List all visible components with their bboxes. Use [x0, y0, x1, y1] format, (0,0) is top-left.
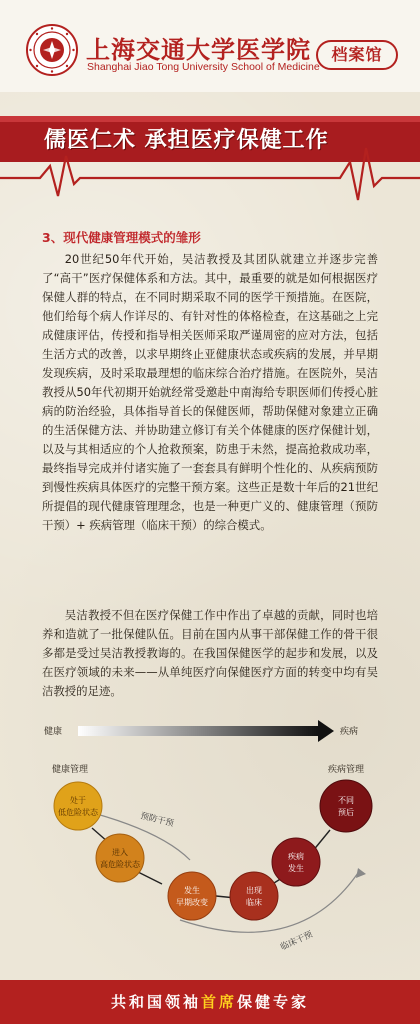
section-heading: 3、现代健康管理模式的雏形	[42, 230, 201, 245]
group-label-disease-management: 疾病管理	[328, 765, 365, 775]
stage-label: 预后	[338, 808, 354, 817]
stage-node	[54, 782, 102, 830]
group-label-health-management: 健康管理	[52, 765, 89, 775]
stage-node	[96, 834, 144, 882]
prevention-label: 预防干预	[139, 811, 175, 830]
stage-label: 出现	[246, 886, 262, 895]
stage-label: 不同	[338, 796, 354, 805]
stage-label: 处于	[70, 796, 86, 805]
stage-label: 高危险状态	[100, 860, 140, 869]
arrow-head-icon	[318, 720, 334, 742]
stage-label: 发生	[184, 886, 200, 895]
clinical-label: 临床干预	[279, 929, 315, 953]
arrow-head-icon	[356, 868, 366, 878]
axis-label-disease: 疾病	[340, 727, 359, 737]
banner-title: 儒医仁术 承担医疗保健工作	[44, 127, 329, 153]
footer-text: 共和国领袖	[110, 993, 201, 1011]
stage-label: 疾病	[288, 852, 304, 861]
school-name-english: Shanghai Jiao Tong University School of Medicine	[87, 61, 320, 73]
archive-badge: 档案馆	[316, 40, 398, 70]
stage-label: 进入	[112, 848, 128, 857]
stage-label: 早期改变	[176, 898, 208, 907]
axis-label-health: 健康	[44, 727, 63, 737]
paragraph: 吴洁教授不但在医疗保健工作中作出了卓越的贡献，同时也培养和造就了一批保健队伍。目前在国内从事干部保健工作的骨干很多都是受过吴洁教授教诲的。在我国保健医学的起步和发展，以及在医疗领域的未来——从单纯医疗向保健医疗方面的转变中均有吴洁教授的足迹。	[42, 608, 378, 698]
university-seal-icon	[26, 24, 78, 76]
stage-label: 低危险状态	[58, 808, 98, 817]
header	[0, 0, 420, 92]
footer-highlight: 首席	[200, 993, 237, 1011]
health-management-diagram	[0, 710, 420, 975]
footer-banner	[0, 980, 420, 1024]
stage-node	[272, 838, 320, 886]
stage-label: 发生	[288, 864, 304, 873]
stage-node	[230, 872, 278, 920]
stage-label: 临床	[246, 898, 262, 907]
stage-node	[320, 780, 372, 832]
gradient-axis-bar	[78, 726, 318, 736]
paragraph: 20世纪50年代开始，吴洁教授及其团队就建立并逐步完善了“高干”医疗保健体系和方法。其中，最重要的就是如何根据医疗保健人群的特点，在不同时期采取不同的医学干预措施。在医院，他们给每个病人作详尽的、有针对性的体格检查，在这基础之上完成健康评估，传授和指导相关医师采取严谨周密的应对方法，包括生活方式的改善，以求早期终止亚健康状态或疾病的发展，并早期发现疾病，及时采取最理想的临床综合治疗措施。在医院外，吴洁教授从50年代初期开始就经常受邀赴中南海给专职医师们传授心脏病的防治经验，具体指导首长的保健医师，帮助保健对象建立正确的生活保健方法、并协助建立修订有关个体健康的医疗保健计划，以及与其相适应的个人抢救预案，防患于未然，提高抢救成功率，最终指导完成并付诸实施了一套套具有鲜明个性化的、从疾病预防到慢性疾病具体医疗的完整干预方案。这些正是数十年后的21世纪所提倡的现代健康管理理念，也是一种更广义的、健康管理（预防干预）+ 疾病管理（临床干预）的综合模式。	[42, 252, 378, 532]
school-name-chinese: 上海交通大学医学院	[86, 35, 311, 64]
footer-text: 保健专家	[237, 993, 310, 1011]
stage-node	[168, 872, 216, 920]
